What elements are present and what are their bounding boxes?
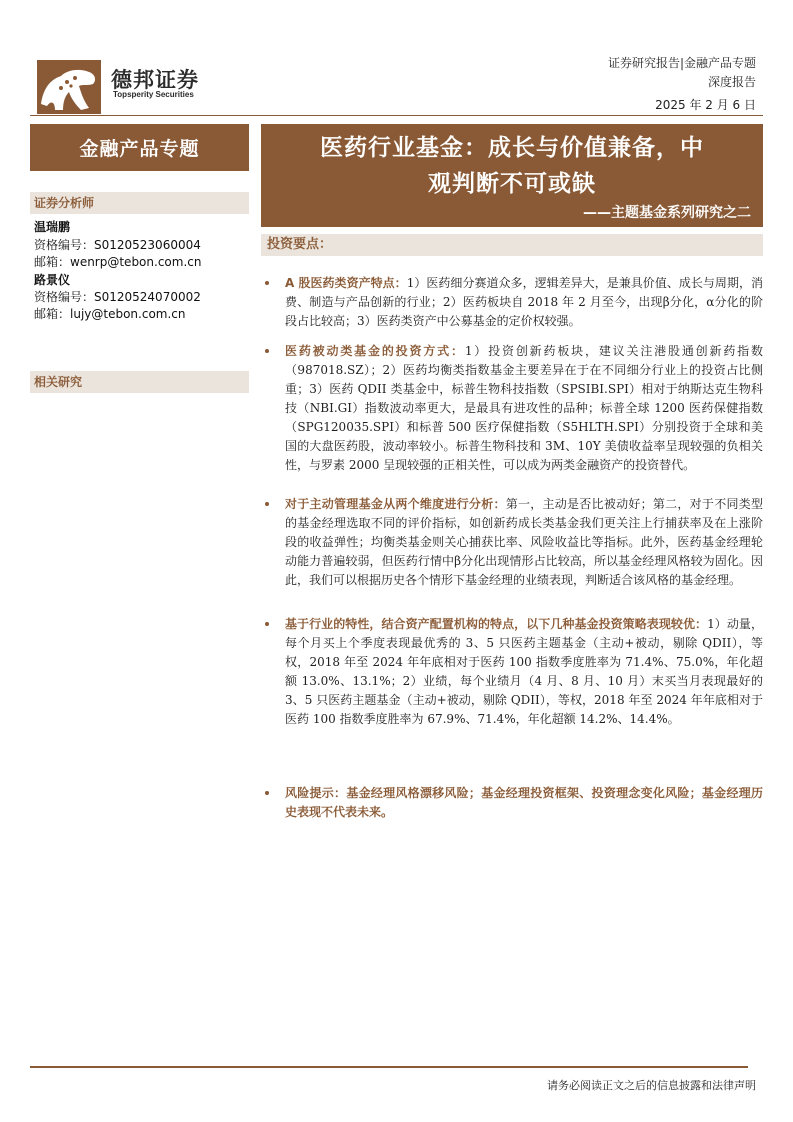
risk-body: 基金经理风格漂移风险；基金经理投资框架、投资理念变化风险；基金经理历史表现不代表未来。 [285, 786, 763, 819]
report-depth: 深度报告 [707, 75, 756, 89]
analyst-cert: 资格编号：S0120523060004 [34, 238, 201, 252]
highlight-item [265, 274, 763, 331]
highlight-item [265, 342, 763, 475]
highlight-lead: 对于主动管理基金从两个维度进行分析： [285, 497, 506, 511]
category-banner: 金融产品专题 [30, 124, 249, 171]
bullet-icon [265, 349, 269, 353]
bullet-icon [265, 622, 269, 626]
report-date: 2025 年 2 月 6 日 [655, 98, 756, 112]
analyst-email[interactable]: 邮箱：wenrp@tebon.com.cn [34, 255, 202, 269]
title-line-1: 医药行业基金：成长与价值兼备，中 [320, 135, 704, 161]
highlight-item [265, 615, 763, 729]
header-divider [30, 115, 763, 116]
title-banner [261, 124, 763, 227]
company-logo [37, 60, 101, 114]
investment-highlights-header: 投资要点： [261, 234, 763, 256]
analyst-name: 温瑞鹏 [34, 220, 71, 234]
risk-warning [265, 784, 763, 822]
highlight-lead: A 股医药类资产特点： [285, 276, 407, 290]
risk-lead: 风险提示： [285, 786, 347, 800]
bullet-icon [265, 502, 269, 506]
brand-name-en: Topsperity Securities [113, 90, 194, 99]
report-type: 证券研究报告|金融产品专题 [607, 56, 756, 70]
highlight-body: 1）动量，每个月买上个季度表现最优秀的 3、5 只医药主题基金（主动+被动，剔除 QDII），等权，2018 年至 2024 年年底相对于医药 100 指数季度胜率为 71.4%、75.0%，年化超额 13.0%、13.1%；2）业绩，每个业绩月（4 月、8 月、10 月）末买当月表现最好的 3、5 只医药主题基金（主动+被动，剔除 QDII），等权，2018 年至 2024 年年底相对于医药 100 指数季度胜率为 67.9%、71.4%，年化超额 14.2%、14.4%。 [285, 617, 763, 726]
bullet-icon [265, 281, 269, 285]
disclaimer-note: 请务必阅读正文之后的信息披露和法律声明 [547, 1079, 756, 1092]
highlight-lead: 医药被动类基金的投资方式： [285, 344, 465, 358]
highlight-body: 1）投资创新药板块，建议关注港股通创新药指数（987018.SZ）；2）医药均衡类指数基金主要差异在于在不同细分行业上的投资占比侧重；3）医药 QDII 类基金中，标普生物科技指数（SPSIBI.SPI）相对于纳斯达克生物科技（NBI.GI）指数波动率更大，是最具有进攻性的品种；标普全球 1200 医药保健指数（SPG120035.SPI）和标普 500 医疗保健指数（S5HLTH.SPI）分别投资于全球和美国的大盘医药股，波动率较小。标普生物科技和 3M、10Y 美债收益率呈现较强的负相关性，与罗素 2000 呈现较强的正相关性，可以成为两类金融资产的投资替代。 [285, 344, 763, 472]
analyst-name: 路景仪 [34, 273, 71, 287]
highlight-body: 第一，主动是否比被动好；第二，对于不同类型的基金经理选取不同的评价指标，如创新药成长类基金我们更关注上行捕获率及在上涨阶段的收益弹性；均衡类基金则关心捕获比率、风险收益比等指标。此外，医药基金经理轮动能力普遍较弱，但医药行情中β分化出现情形占比较高，所以基金经理风格较为固化。因此，我们可以根据历史各个情形下基金经理的业绩表现，判断适合该风格的基金经理。 [285, 497, 763, 587]
highlight-body: 1）医药细分赛道众多，逻辑差异大，是兼具价值、成长与周期，消费、制造与产品创新的行业；2）医药板块自 2018 年 2 月至今，出现β分化，α分化的阶段占比较高；3）医药类资产中公募基金的定价权较强。 [285, 276, 764, 328]
analyst-email[interactable]: 邮箱：lujy@tebon.com.cn [34, 307, 186, 321]
footer-divider [30, 1066, 748, 1068]
report-subtitle: ——主题基金系列研究之二 [583, 205, 751, 221]
leopard-logo-icon [37, 60, 101, 114]
title-line-2: 观判断不可或缺 [428, 171, 596, 197]
analyst-section-header: 证券分析师 [30, 192, 249, 214]
highlight-lead: 基于行业的特性，结合资产配置机构的特点，以下几种基金投资策略表现较优： [285, 617, 708, 631]
report-title [261, 130, 763, 202]
related-research-header: 相关研究 [30, 371, 249, 393]
bullet-icon [265, 791, 269, 795]
highlight-item [265, 495, 763, 590]
analyst-cert: 资格编号：S0120524070002 [34, 290, 201, 304]
brand-name-cn: 德邦证券 [111, 68, 199, 92]
